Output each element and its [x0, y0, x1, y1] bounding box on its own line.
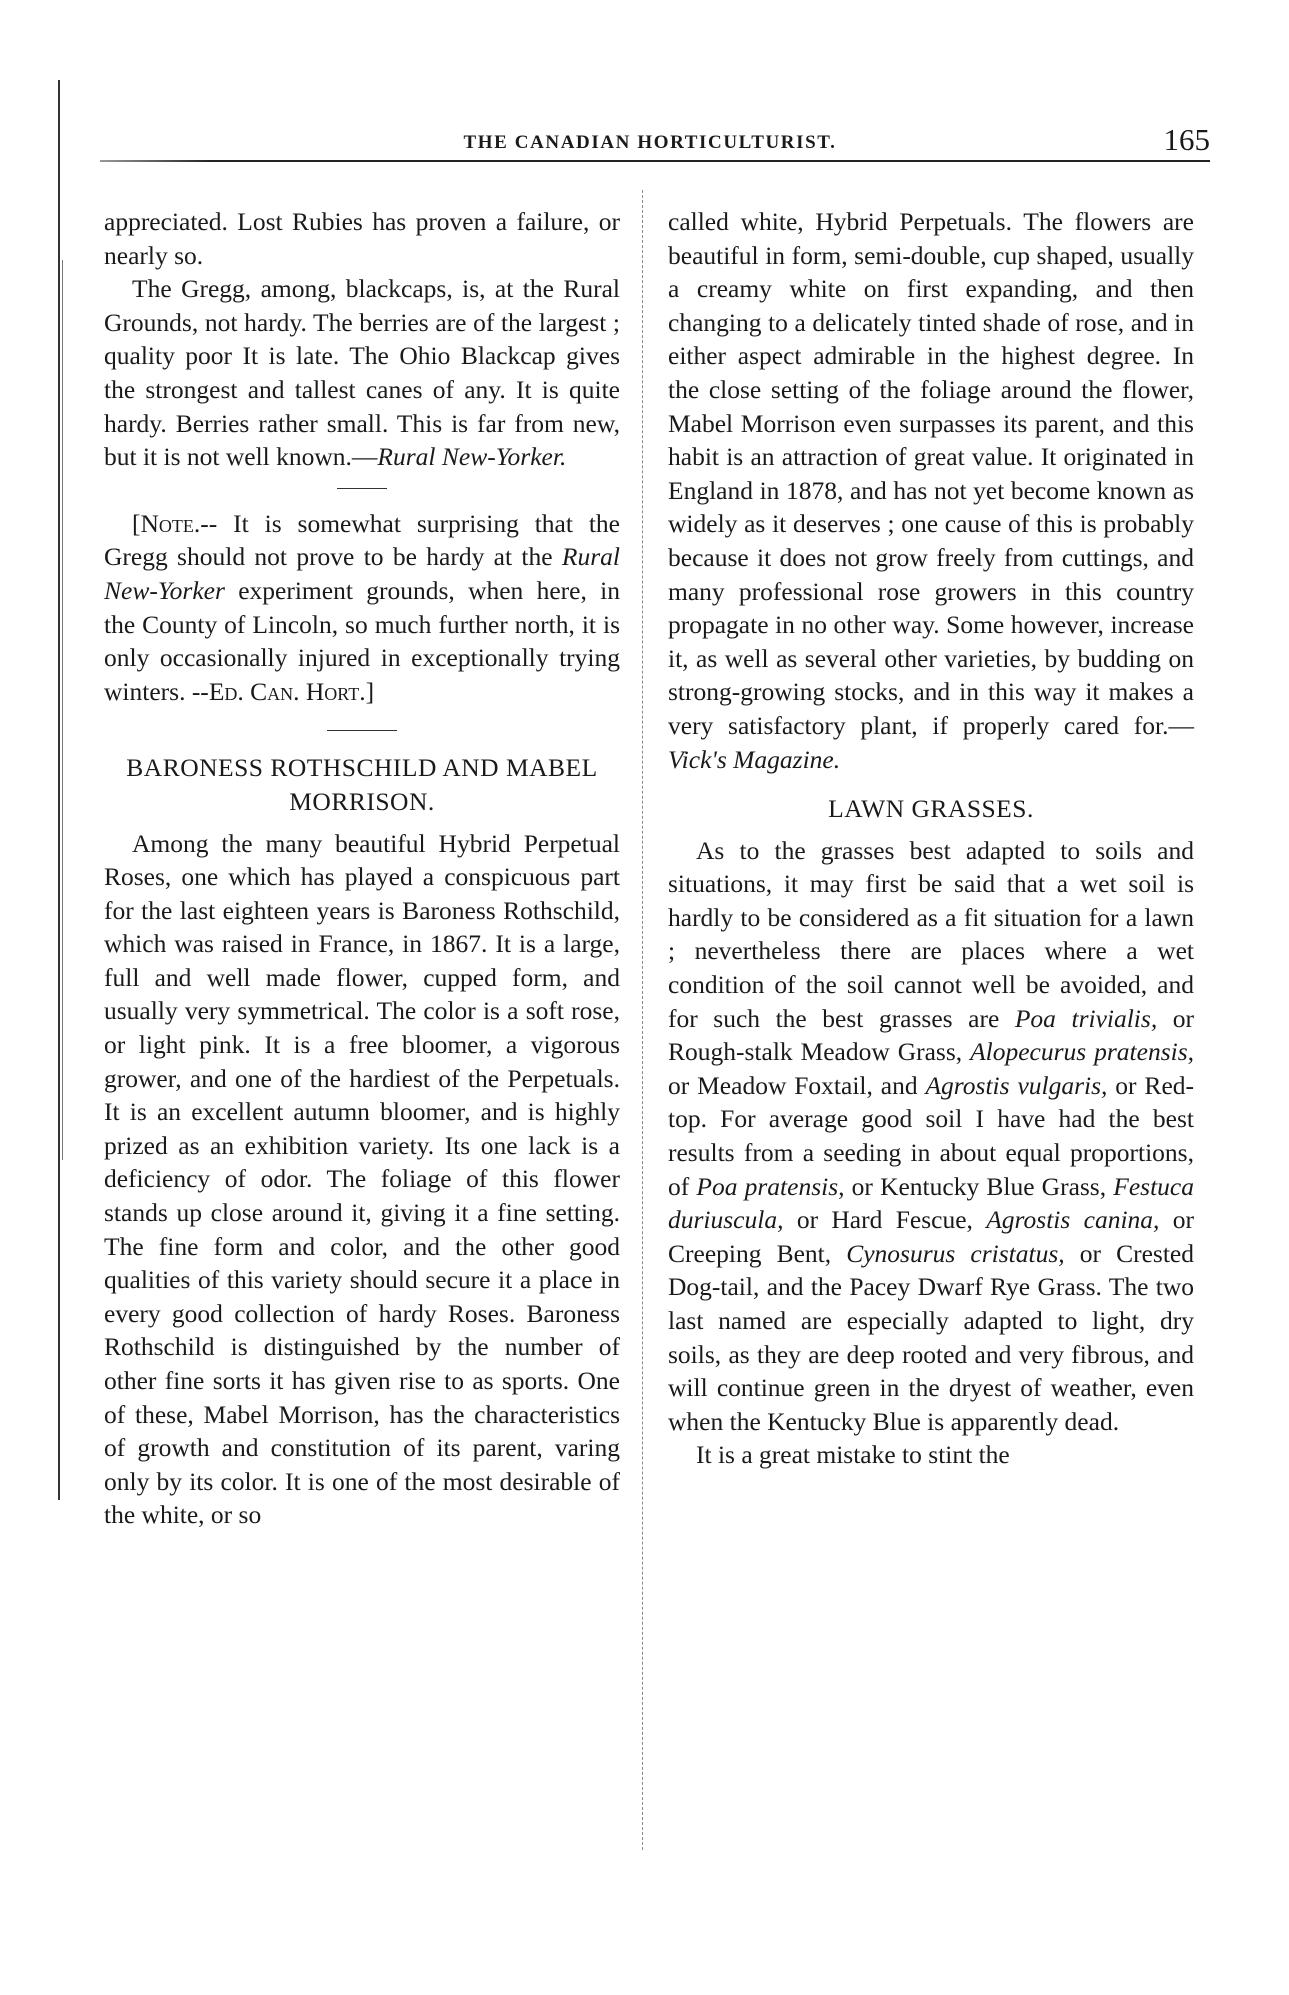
source-citation: Vick's Magazine. [668, 744, 841, 774]
article-heading-roses: BARONESS ROTHSCHILD AND MABEL MORRISON. [126, 753, 598, 816]
note-text: experiment grounds, when here, in the County of Lincoln, so much further north, it is only occasionally injured in exceptionally trying winters. -- [104, 575, 621, 706]
binding-edge-shadow [62, 260, 63, 1160]
paragraph-text: or Red-top. For average good soil I have had the best results from a seeding in about equal proportions, of [668, 1070, 1194, 1201]
column-divider [642, 190, 643, 1850]
binding-edge-line [58, 80, 60, 1500]
note-source: Rural New-Yorker [104, 542, 621, 605]
paragraph-text: or Creeping Bent, [668, 1205, 1195, 1268]
grass-name: Cynosurus cristatus, [846, 1238, 1065, 1268]
paragraph-text: or Meadow Foxtail, and [668, 1070, 918, 1100]
section-rule [337, 488, 387, 489]
header-rule [100, 160, 1210, 162]
paragraph-text: or Rough-stalk Meadow Grass, [668, 1003, 1195, 1067]
article-heading-lawn-grasses: LAWN GRASSES. [828, 794, 1034, 824]
paragraph-text: or Hard Fescue, [796, 1205, 973, 1235]
paragraph-text: or Crested Dog-tail, and the Pacey Dwarf Rye Grass. The two last named are especially adapted to light, dry soils, as they are deep rooted and very fibrous, and will continue green in the dryest of weather, even when the Kentucky Blue is apparently dead. [668, 1238, 1195, 1436]
grass-name: Poa pratensis, [696, 1171, 845, 1201]
paragraph-lost-rubies: appreciated. Lost Rubies has proven a failure, or nearly so. [104, 207, 620, 270]
paragraph-baroness-rothschild: Among the many beautiful Hybrid Perpetual Roses, one which has played a conspicuous part for the last eighteen years is Baroness Rothschild, which was raised in France, in 1867. It is a large, full and well made flower, cupped form, and usually very symmetrical. The color is a soft rose, or light pink. It is a free bloomer, a vigorous grower, and one of the hardiest of the Perpetuals. It is an excellent autumn bloomer, and is highly prized as an exhibition variety. Its one lack is a deficiency of odor. The foliage of this flower stands up close around it, giving it a fine setting. The fine form and color, and the other good qualities of this variety should secure it a place in every good collection of hardy Roses. Baroness Rothschild is distinguished by the number of other fine sorts it has given rise to as sports. One of these, Mabel Morrison, has the characteristics of growth and constitution of its parent, varing only by its color. It is one of the most desirable of the white, or so [104, 828, 620, 1530]
source-citation: Rural New-Yorker. [377, 442, 567, 472]
grass-name: Poa trivialis, [1014, 1003, 1158, 1033]
paragraph-mabel-morrison [668, 205, 1194, 776]
note-label: [Note. [132, 508, 201, 538]
paragraph-lawn-grasses [668, 834, 1194, 1439]
right-column [668, 205, 1194, 1472]
editor-note [104, 507, 620, 709]
running-title: THE CANADIAN HORTICULTURIST. [463, 132, 837, 153]
spacer [668, 776, 1194, 788]
paragraph-stint: It is a great mistake to stint the [696, 1440, 1010, 1470]
note-signature: Ed. Can. Hort.] [208, 676, 375, 706]
page-header [100, 118, 1210, 158]
grass-name: Festuca duriuscula, [668, 1171, 1194, 1235]
note-text: -- It is somewhat surprising that the Gregg should not prove to be hardy at the [104, 508, 620, 572]
section-rule [327, 730, 397, 731]
paragraph-text: The Gregg, among, blackcaps, is, at the Rural Grounds, not hardy. The berries are of the largest ; quality poor It is late. The Ohio Blackcap gives the strongest and tallest canes of any. It is quite hardy. Berries rather small. This is far from new, but it is not well known.— [104, 274, 620, 472]
grass-name: Agrostis vulgaris, [925, 1070, 1108, 1100]
page-number: 165 [1163, 122, 1210, 157]
paragraph-text: or Kentucky Blue Grass, [851, 1171, 1107, 1201]
left-column [104, 205, 620, 1532]
paragraph-text: As to the grasses best adapted to soils and situations, it may first be said that a wet soil is hardly to be considered as a fit situation for a lawn ; nevertheless there are places where a wet condition of the soil cannot well be avoided, and for such the best grasses are [668, 835, 1194, 1033]
paragraph-gregg [104, 272, 620, 474]
paragraph-text: called white, Hybrid Perpetuals. The flowers are beautiful in form, semi-double, cup shaped, usually a creamy white on first expanding, and then changing to a delicately tinted shade of rose, and in either aspect admirable in the highest degree. In the close setting of the foliage around the flower, Mabel Morrison even surpasses its parent, and this habit is an attraction of great value. It originated in England in 1878, and has not yet become known as widely as it deserves ; one cause of this is probably because it does not grow freely from cuttings, and many professional rose growers in this country propagate in no other way. Some however, increase it, as well as several other varieties, by budding on strong-growing stocks, and in this way it makes a very satisfactory plant, if properly cared for.— [668, 207, 1194, 740]
grass-name: Agrostis canina, [986, 1205, 1160, 1235]
grass-name: Alopecurus pratensis, [970, 1037, 1194, 1067]
